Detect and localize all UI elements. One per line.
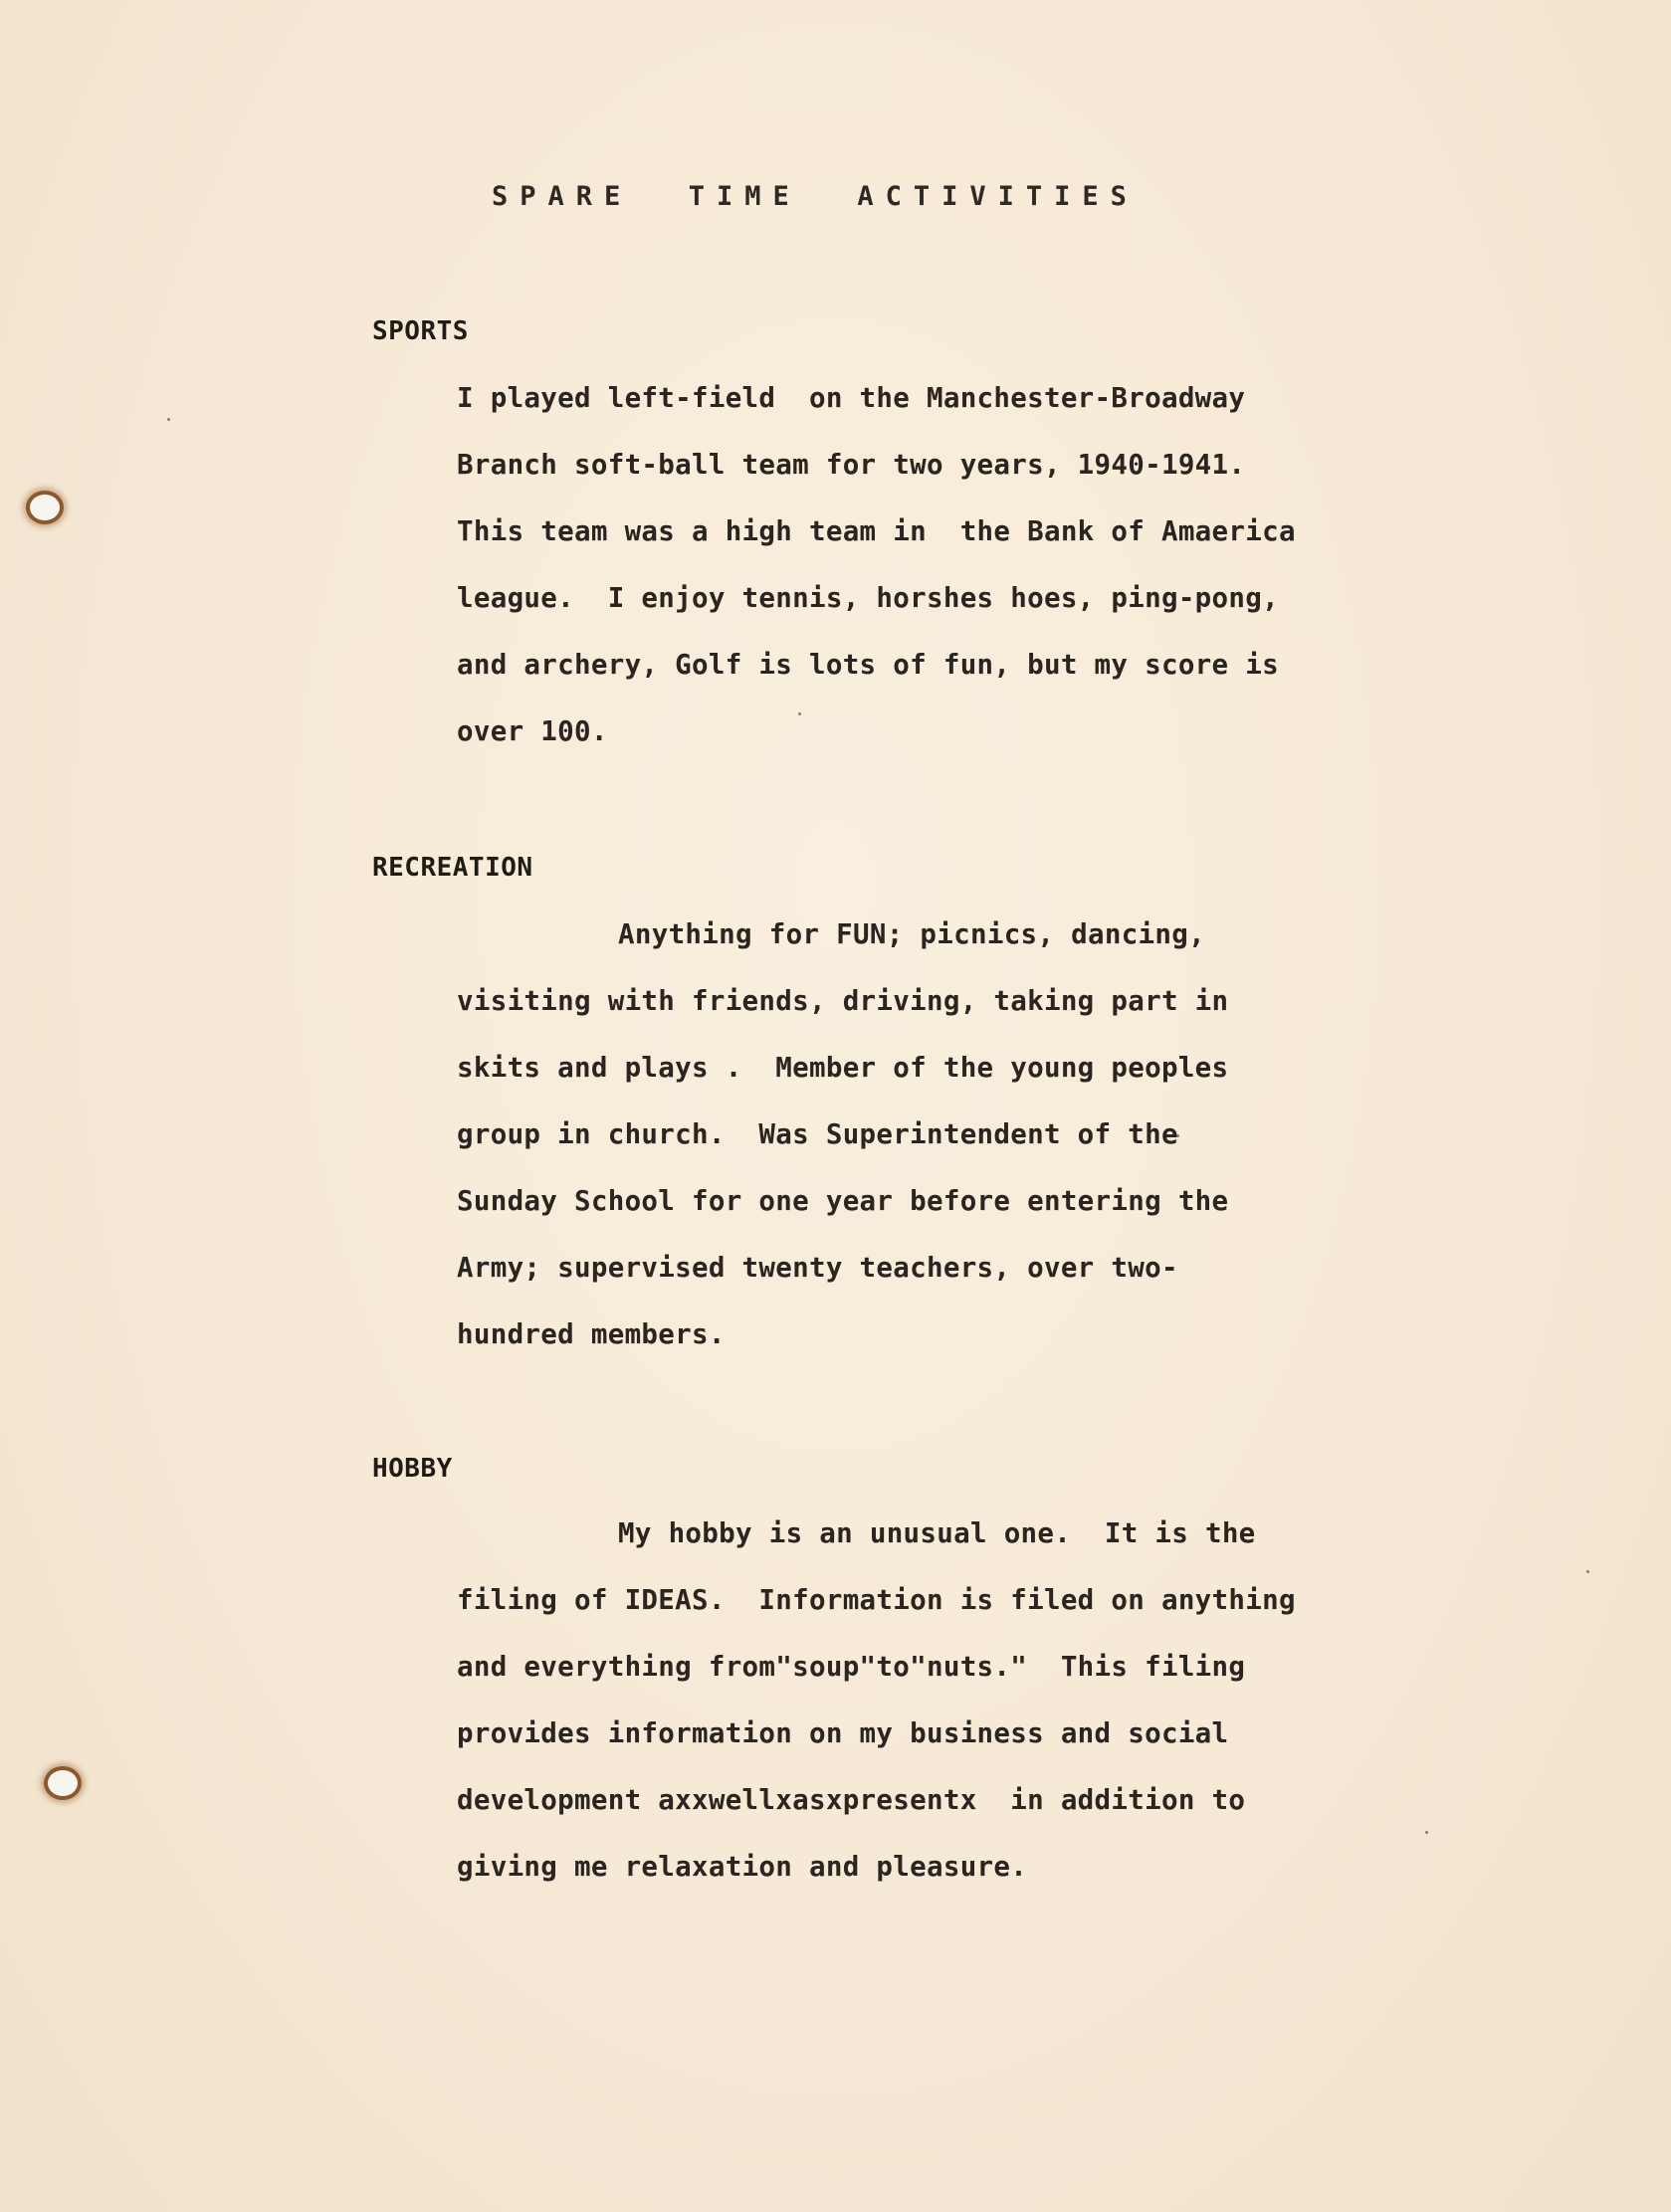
hobby-line: My hobby is an unusual one. It is the <box>618 1517 1256 1549</box>
hobby-line: development axxwellxasxpresentx in addition to <box>457 1784 1246 1816</box>
paper-speck <box>167 418 170 421</box>
recreation-line: skits and plays . Member of the young peoples <box>457 1052 1229 1084</box>
paper-speck <box>798 712 801 715</box>
hobby-line: provides information on my business and social <box>457 1717 1229 1749</box>
recreation-line: visiting with friends, driving, taking part in <box>457 985 1229 1017</box>
recreation-line: Sunday School for one year before entering the <box>457 1185 1229 1217</box>
punch-hole-top <box>26 491 64 524</box>
sports-line: Branch soft-ball team for two years, 1940-1941. <box>457 449 1246 481</box>
section-heading-recreation: RECREATION <box>372 853 533 883</box>
sports-line: This team was a high team in the Bank of Amaerica <box>457 515 1296 547</box>
section-heading-sports: SPORTS <box>372 316 469 346</box>
sports-line: and archery, Golf is lots of fun, but my score is <box>457 649 1279 681</box>
sports-line: league. I enjoy tennis, horshes hoes, ping-pong, <box>457 582 1279 614</box>
page-title: SPARE TIME ACTIVITIES <box>492 181 1139 212</box>
punch-hole-bottom <box>44 1766 82 1800</box>
recreation-line: group in church. Was Superintendent of the <box>457 1118 1178 1150</box>
paper-speck <box>1586 1570 1589 1573</box>
hobby-line: and everything from"soup"to"nuts." This filing <box>457 1651 1246 1683</box>
recreation-line: Anything for FUN; picnics, dancing, <box>618 918 1205 950</box>
section-heading-hobby: HOBBY <box>372 1454 453 1484</box>
sports-line: I played left-field on the Manchester-Broadway <box>457 382 1246 414</box>
recreation-line: Army; supervised twenty teachers, over two- <box>457 1252 1178 1284</box>
recreation-line: hundred members. <box>457 1318 726 1350</box>
sports-line: over 100. <box>457 715 608 747</box>
hobby-line: filing of IDEAS. Information is filed on anything <box>457 1584 1296 1616</box>
hobby-line: giving me relaxation and pleasure. <box>457 1851 1028 1883</box>
paper-speck <box>1425 1831 1428 1834</box>
